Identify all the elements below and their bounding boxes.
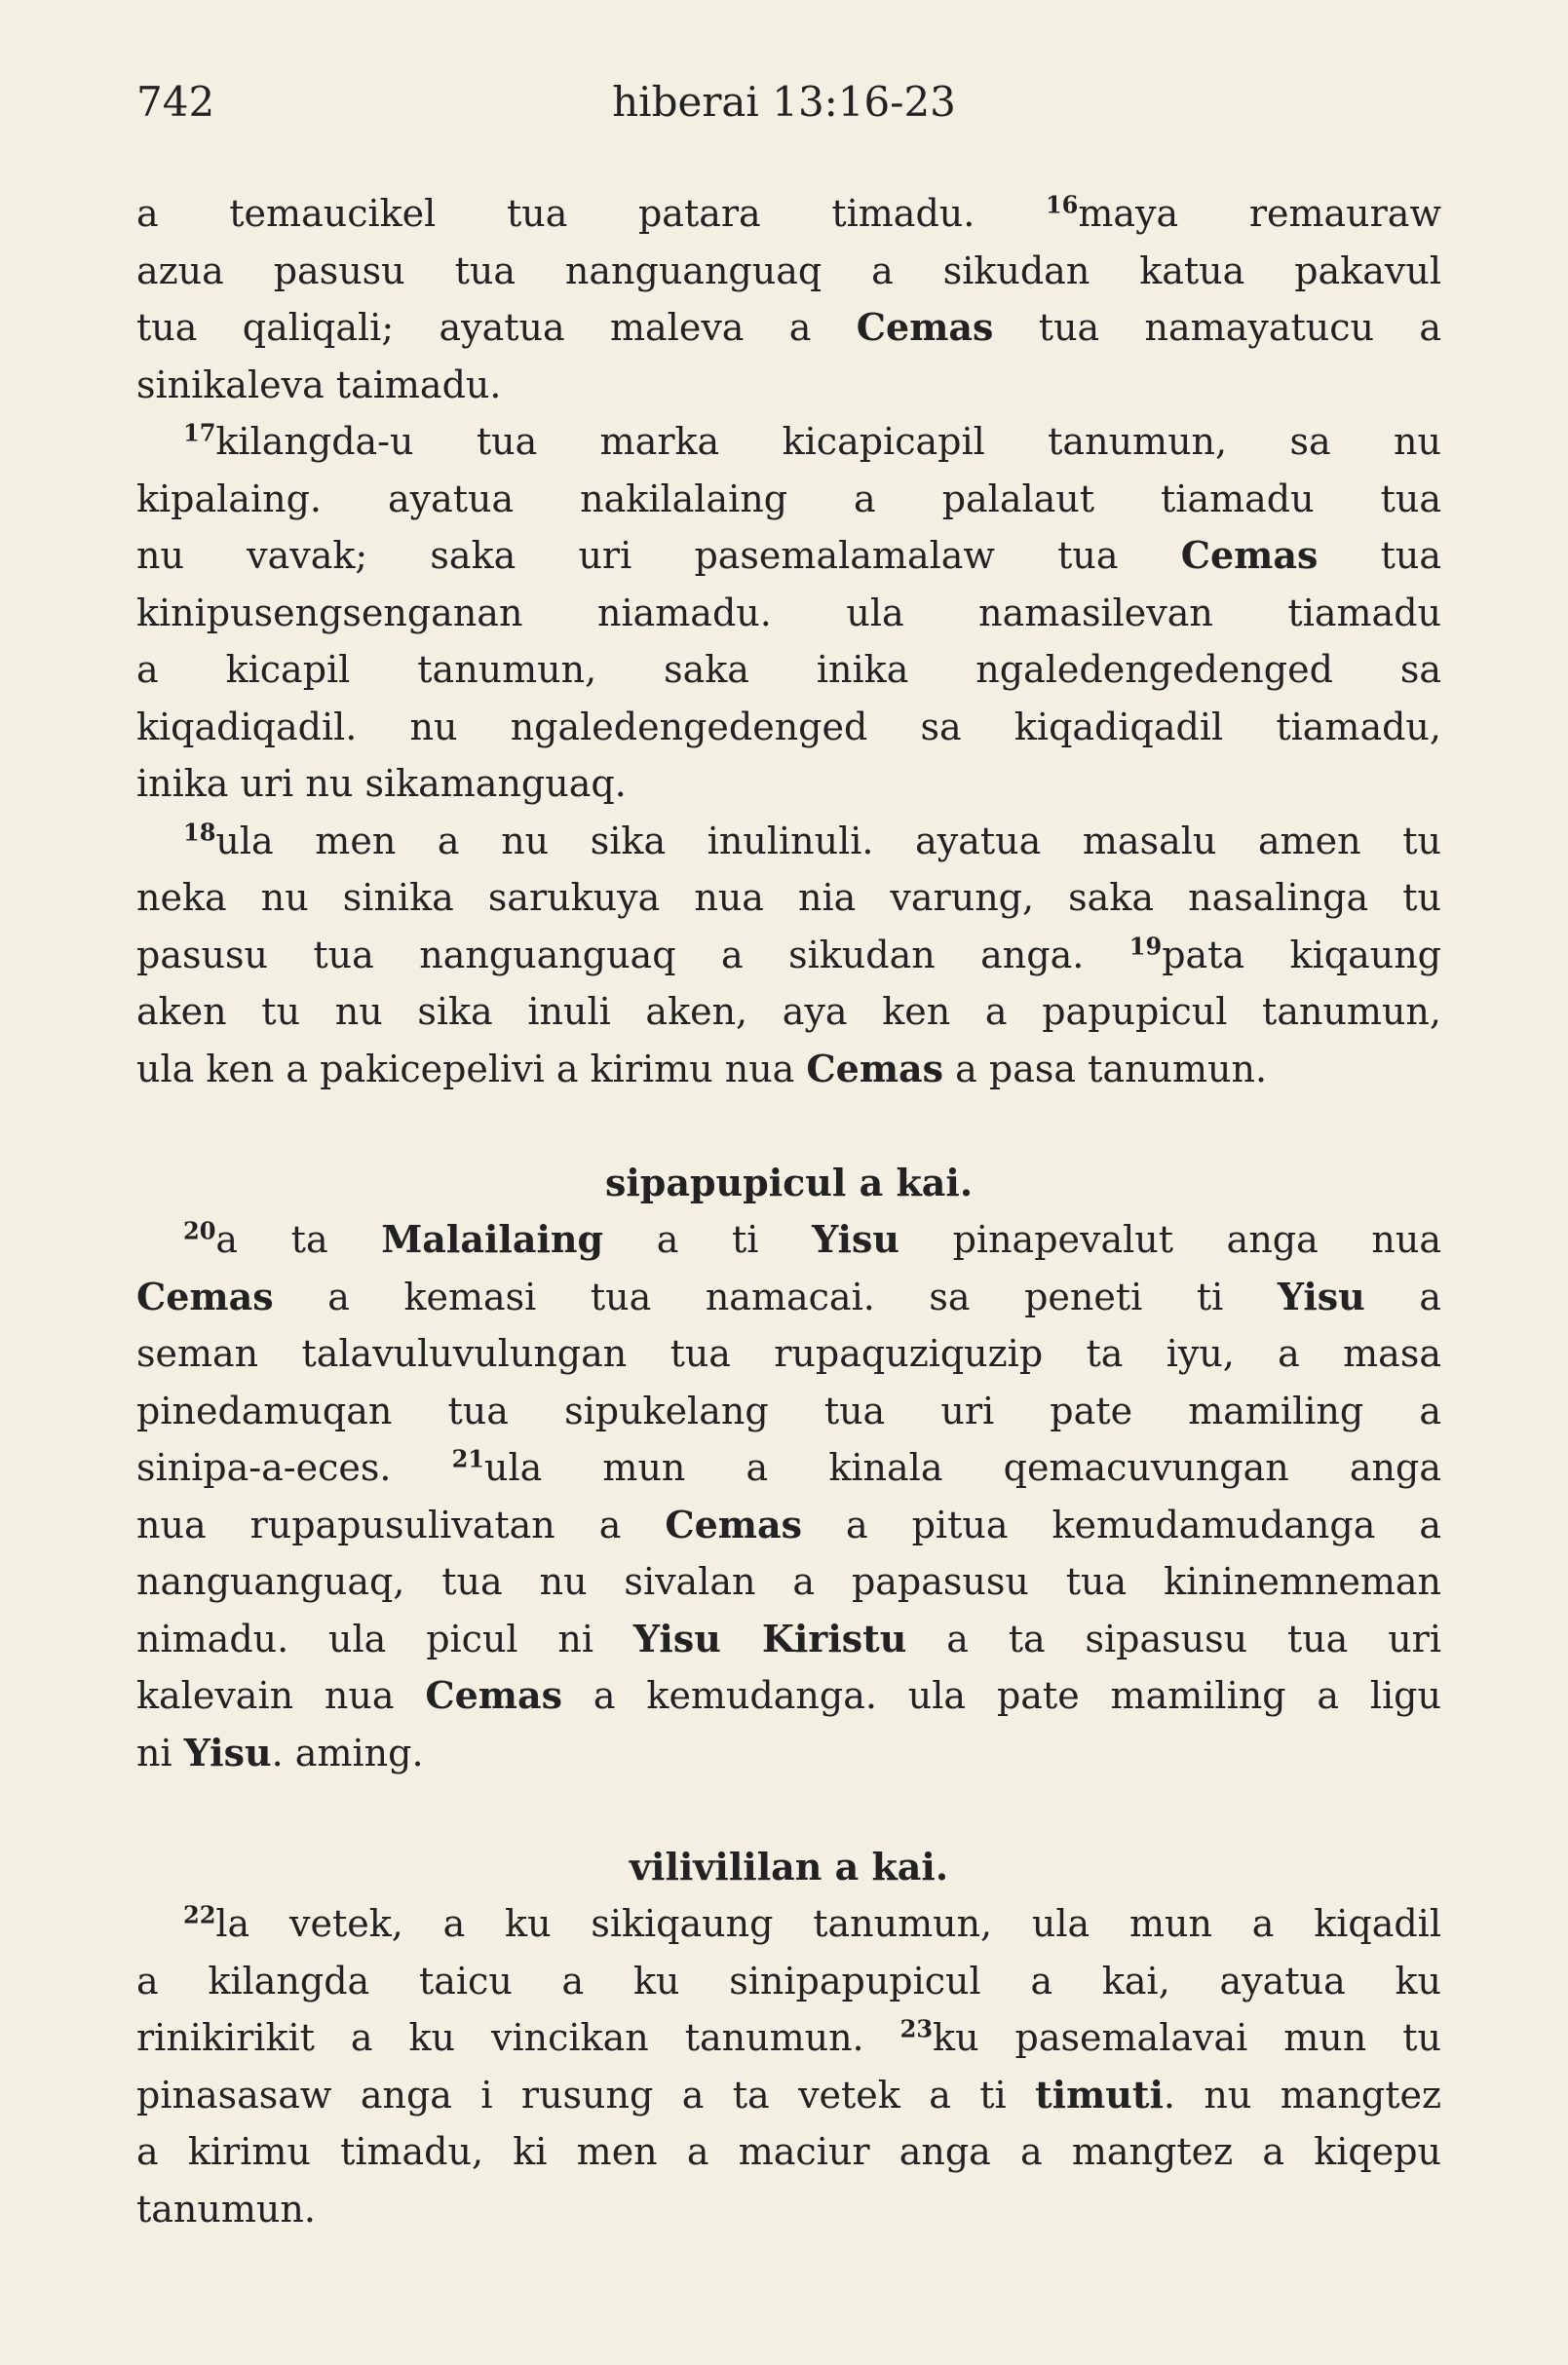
text-run: . nu mangtez (1163, 2073, 1442, 2117)
text-run: a (1364, 1275, 1442, 1318)
text-run: pasusu tua nanguanguaq a sikudan anga. (136, 933, 1129, 976)
text-run: nimadu. ula picul ni (136, 1617, 633, 1660)
verse-number: 17 (183, 418, 216, 447)
text-run: tua (1318, 534, 1441, 577)
text-run: kilangda-u tua marka kicapicapil tanumun, sa nu (215, 420, 1441, 463)
text-line (136, 471, 1441, 528)
text-run: a pasa tanumun. (943, 1047, 1268, 1090)
text-run: tua namayatucu a (993, 306, 1441, 349)
text-line (136, 1895, 1441, 1953)
text-run: la vetek, a ku sikiqaung tanumun, ula mun a kiqadil (215, 1902, 1441, 1945)
page-header (136, 78, 1432, 136)
body-text (136, 185, 1441, 2237)
bold-name: Cemas (136, 1274, 274, 1318)
section-heading: sipapupicul a kai. (604, 1160, 974, 1204)
text-run: sinikaleva taimadu. (136, 362, 502, 406)
bold-name: Malailaing (381, 1217, 604, 1261)
bold-name: Cemas (425, 1673, 563, 1717)
text-run: pinapevalut anga nua (899, 1218, 1441, 1261)
verse-number: 21 (451, 1444, 484, 1473)
bold-name: Cemas (665, 1502, 803, 1546)
text-run: rinikirikit a ku vincikan tanumun. (136, 2016, 900, 2059)
text-run: ku pasemalavai mun tu (933, 2016, 1441, 2059)
text-line (136, 1269, 1441, 1326)
text-line (136, 641, 1441, 699)
text-run: inika uri nu sikamanguaq. (136, 762, 627, 805)
text-run: a kirimu timadu, ki men a maciur anga a mangtez a kiqepu (136, 2130, 1441, 2173)
text-line (136, 1439, 1441, 1497)
text-line (136, 527, 1441, 585)
verse-number: 19 (1128, 931, 1163, 960)
text-run: seman talavuluvulungan tua rupaquziquzip ta iyu, a masa (136, 1332, 1441, 1375)
text-run: pinedamuqan tua sipukelang tua uri pate mamiling a (136, 1389, 1441, 1432)
text-run: ula ken a pakicepelivi a kirimu nua (136, 1047, 807, 1090)
text-line (136, 1325, 1441, 1383)
text-run: . aming. (271, 1731, 424, 1774)
text-line (136, 755, 1441, 813)
bold-name: Yisu (812, 1217, 899, 1261)
text-run: kiqadiqadil. nu ngaledengedenged sa kiqadiqadil tiamadu, (136, 705, 1441, 748)
verse-number: 16 (1045, 190, 1079, 219)
bold-name: Cemas (856, 305, 994, 349)
text-line (136, 413, 1441, 471)
text-line (136, 927, 1441, 984)
text-run: a ta sipasusu tua uri (906, 1617, 1441, 1660)
bold-name: Yisu (1277, 1274, 1365, 1318)
text-run: nu vavak; saka uri pasemalamalaw tua (136, 534, 1181, 577)
text-run: maya remauraw (1078, 192, 1441, 235)
text-line (136, 869, 1441, 927)
text-run: aken tu nu sika inuli aken, aya ken a papupicul tanumun, (136, 990, 1441, 1033)
text-run: pata kiqaung (1162, 933, 1441, 976)
section-gap (136, 1781, 1441, 1839)
text-run: a kicapil tanumun, saka inika ngaledengedenged sa (136, 648, 1441, 691)
text-run: a kemudanga. ula pate mamiling a ligu (562, 1674, 1441, 1717)
text-line (136, 2181, 1441, 2238)
text-line (136, 2067, 1441, 2124)
text-line (136, 585, 1441, 642)
text-run: ula mun a kinala qemacuvungan anga (484, 1446, 1442, 1489)
text-run: kalevain nua (136, 1674, 426, 1717)
text-line (136, 1497, 1441, 1554)
section-heading: vilivililan a kai. (629, 1844, 949, 1888)
text-line (136, 1667, 1441, 1725)
text-line (136, 185, 1441, 243)
text-run: a ta (215, 1218, 382, 1261)
text-run: a kilangda taicu a ku sinipapupicul a kai, ayatua ku (136, 1959, 1441, 2003)
verse-number: 22 (183, 1900, 216, 1929)
text-line (136, 983, 1441, 1041)
text-line (136, 2009, 1441, 2067)
page-number: 742 (136, 78, 215, 126)
text-run: azua pasusu tua nanguanguaq a sikudan katua pakavul (136, 248, 1441, 292)
bold-name: Yisu (183, 1730, 272, 1774)
text-run: ula men a nu sika inulinuli. ayatua masalu amen tu (215, 819, 1441, 862)
text-run: tua qaliqali; ayatua maleva a (136, 306, 857, 349)
text-line (136, 1725, 1441, 1782)
verse-number: 20 (183, 1216, 216, 1245)
text-run: neka nu sinika sarukuya nua nia varung, saka nasalinga tu (136, 876, 1441, 919)
text-run: a pitua kemudamudanga a (802, 1503, 1442, 1546)
text-run: a kemasi tua namacai. sa peneti ti (273, 1275, 1278, 1318)
text-run: ni (136, 1731, 184, 1774)
text-line (136, 1211, 1441, 1269)
bold-name: Cemas (806, 1046, 944, 1090)
text-line (136, 357, 1441, 414)
text-run: sinipa-a-eces. (136, 1446, 452, 1489)
verse-number: 18 (183, 817, 216, 846)
text-run: a temaucikel tua patara timadu. (136, 192, 1046, 235)
running-title: hiberai 13:16-23 (612, 78, 956, 126)
text-line (136, 1041, 1441, 1098)
text-line (136, 699, 1441, 756)
text-line (136, 813, 1441, 870)
verse-number: 23 (899, 2014, 934, 2043)
text-line (136, 1611, 1441, 1668)
text-line (136, 1553, 1441, 1611)
bold-name: Cemas (1180, 533, 1319, 577)
section-gap (136, 1097, 1441, 1155)
text-line (136, 243, 1441, 300)
text-line (136, 1953, 1441, 2010)
text-run: pinasasaw anga i rusung a ta vetek a ti (136, 2073, 1036, 2117)
text-run: nua rupapusulivatan a (136, 1503, 666, 1546)
bold-name: Yisu Kiristu (632, 1616, 907, 1660)
text-line (136, 299, 1441, 357)
bold-name: timuti (1035, 2072, 1164, 2117)
text-run: kipalaing. ayatua nakilalaing a palalaut tiamadu tua (136, 477, 1441, 520)
text-run: kinipusengsenganan niamadu. ula namasilevan tiamadu (136, 591, 1441, 634)
text-line (136, 1383, 1441, 1440)
text-run: tanumun. (136, 2187, 316, 2231)
text-line (136, 2123, 1441, 2181)
text-run: a ti (603, 1218, 813, 1261)
text-run: nanguanguaq, tua nu sivalan a papasusu tua kininemneman (136, 1560, 1441, 1603)
